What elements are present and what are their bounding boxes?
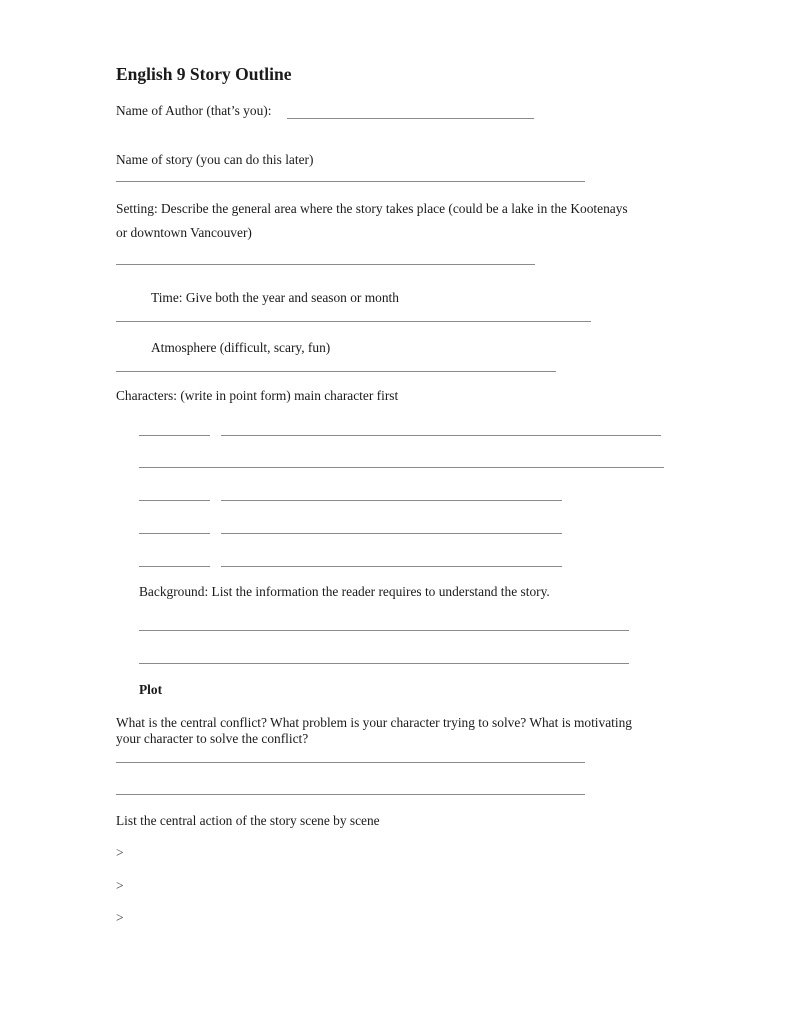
character-4-description-field[interactable] — [221, 533, 562, 534]
setting-label-line-2: or downtown Vancouver) — [116, 225, 252, 240]
plot-heading: Plot — [139, 682, 163, 697]
conflict-field-1[interactable] — [116, 762, 585, 763]
setting-label-line-1: Setting: Describe the general area where the story takes place (could be a lake in the Kootenays — [116, 201, 628, 216]
setting-field[interactable] — [116, 264, 535, 265]
scene-2-bullet: > — [116, 878, 124, 893]
time-field[interactable] — [116, 321, 591, 322]
story-name-field[interactable] — [116, 181, 585, 182]
author-name-field[interactable] — [287, 118, 534, 119]
scene-3-bullet: > — [116, 910, 124, 925]
time-label: Time: Give both the year and season or month — [151, 290, 399, 305]
background-label: Background: List the information the reader requires to understand the story. — [139, 584, 550, 599]
story-name-label: Name of story (you can do this later) — [116, 152, 314, 167]
page-title: English 9 Story Outline — [116, 64, 292, 84]
conflict-label-line-2: your character to solve the conflict? — [116, 731, 309, 746]
conflict-label-line-1: What is the central conflict? What problem is your character trying to solve? What is motivating — [116, 715, 632, 730]
character-4-name-field[interactable] — [139, 533, 210, 534]
character-3-name-field[interactable] — [139, 500, 210, 501]
characters-label: Characters: (write in point form) main character first — [116, 388, 399, 403]
background-field-1[interactable] — [139, 630, 629, 631]
character-5-description-field[interactable] — [221, 566, 562, 567]
scene-1-bullet: > — [116, 845, 124, 860]
character-3-description-field[interactable] — [221, 500, 562, 501]
author-label: Name of Author (that’s you): — [116, 103, 272, 118]
background-field-2[interactable] — [139, 663, 629, 664]
scenes-label: List the central action of the story scene by scene — [116, 813, 380, 828]
atmosphere-field[interactable] — [116, 371, 556, 372]
character-5-name-field[interactable] — [139, 566, 210, 567]
character-1-name-field[interactable] — [139, 435, 210, 436]
character-2-field[interactable] — [139, 467, 664, 468]
character-1-description-field[interactable] — [221, 435, 661, 436]
conflict-field-2[interactable] — [116, 794, 585, 795]
atmosphere-label: Atmosphere (difficult, scary, fun) — [151, 340, 331, 355]
